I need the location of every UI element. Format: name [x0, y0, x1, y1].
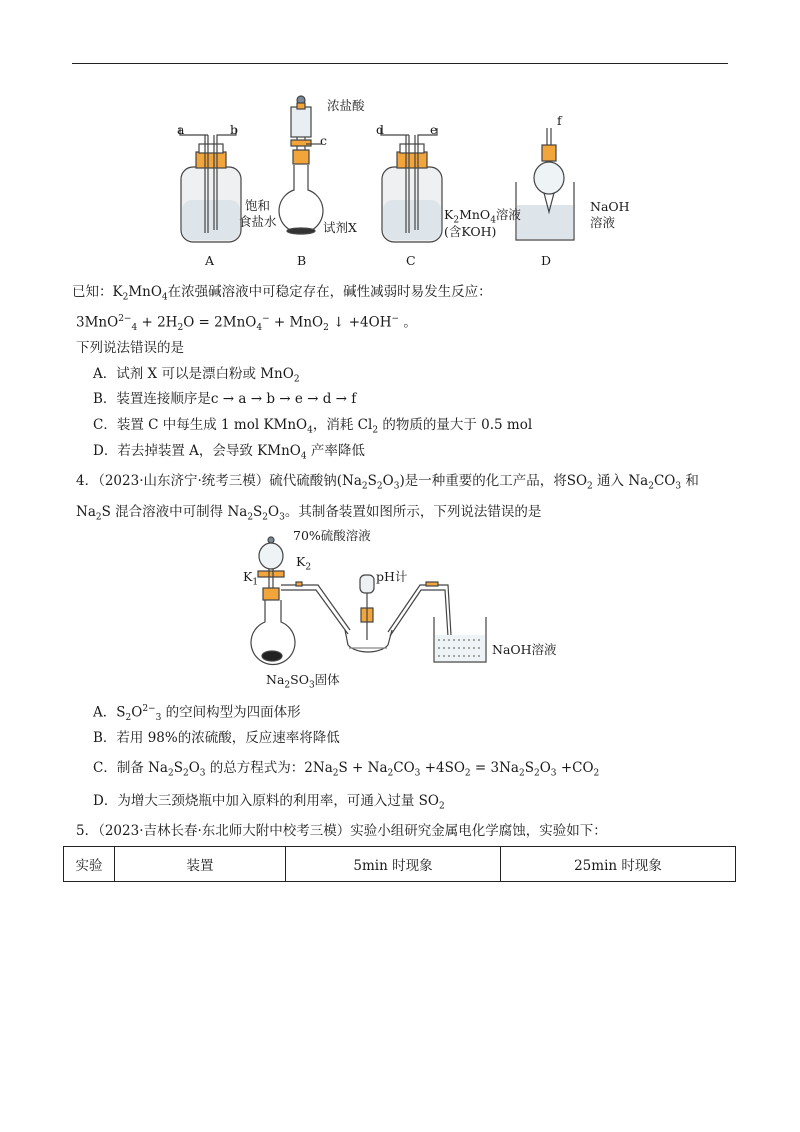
label-conc-hcl: 浓盐酸 — [327, 98, 365, 113]
label-k2mno4-solution: $K_2MnO_4$溶液 — [444, 207, 521, 226]
table-header-cell: 装置 — [115, 847, 286, 882]
label-ph-meter: pH计 — [376, 569, 408, 584]
label-naoh-solution: 溶液 — [590, 215, 616, 230]
q4-option-d: D．为增大三颈烧瓶中加入原料的利用率，可通入过量 $SO_2$ — [93, 793, 445, 812]
q3-option-a: A．试剂 X 可以是漂白粉或 MnO$_2$ — [93, 366, 300, 385]
q5-stem: 5．（2023·吉林长春·东北师大附中校考三模）实验小组研究金属电化学腐蚀，实验如下： — [76, 823, 607, 839]
label-f: f — [557, 113, 562, 128]
label-B: B — [297, 253, 307, 268]
q4-option-b: B．若用 98%的浓硫酸，反应速率将降低 — [93, 730, 340, 746]
q4-stem-line2: $Na_2S$ 混合溶液中可制得 $Na_2S_2O_3$。其制备装置如图所示，下列说法错误的是 — [76, 504, 542, 523]
q4-option-c: C．制备 $Na_2S_2O_3$ 的总方程式为：$2Na_2S + Na_2CO_3 +4SO_2 = 3Na_2S_2O_3 +CO_2$ — [93, 760, 600, 779]
three-neck-flask — [345, 575, 392, 652]
q3-option-c: C．装置 C 中每生成 1 mol KMnO$_4$，消耗 $Cl_2$ 的物质的量大于 0.5 mol — [93, 417, 533, 436]
table-header-cell: 实验 — [64, 847, 115, 882]
q3-question: 下列说法错误的是 — [76, 340, 184, 356]
label-sulfuric-acid: 70%硫酸溶液 — [293, 528, 371, 543]
label-contains-koh: (含KOH) — [444, 224, 497, 239]
q4-stem-line1: 4．（2023·山东济宁·统考三模）硫代硫酸钠$(Na_2S_2O_3)$是一种重要的化工产品，将$SO_2$ 通入 $Na_2CO_3$ 和 — [76, 473, 699, 492]
label-k2: $K_2$ — [296, 554, 312, 573]
label-k1: $K_1$ — [243, 569, 259, 588]
label-b: b — [230, 122, 239, 137]
label-c: c — [320, 133, 328, 148]
label-a: a — [177, 122, 185, 137]
q4-option-a: A．$S_2O^{2-}_3$ 的空间构型为四面体形 — [93, 704, 301, 724]
q3-equation: $3MnO^{2-}_4 + 2H_2O = 2MnO_4^- + MnO_2$ ↓ +4OH− 。 — [76, 314, 417, 334]
q3-option-d: D．若去掉装置 A，会导致 KMnO$_4$ 产率降低 — [93, 443, 365, 462]
label-e: e — [430, 122, 438, 137]
label-d: d — [376, 122, 385, 137]
label-D: D — [541, 253, 552, 268]
round-flask — [251, 588, 295, 664]
table-header-row — [64, 847, 736, 882]
label-C: C — [406, 253, 416, 268]
beaker-naoh — [434, 617, 486, 662]
label-brine: 食盐水 — [239, 214, 277, 229]
experiment-table — [63, 846, 736, 882]
q3-option-b: B．装置连接顺序是c → a → b → e → d → f — [93, 391, 357, 407]
table-header-cell: 25min 时现象 — [501, 847, 736, 882]
label-na2so3-solid: $Na_2SO_3$固体 — [266, 672, 340, 691]
label-saturated: 饱和 — [245, 198, 271, 213]
label-naoh-solution-2: NaOH溶液 — [492, 642, 557, 657]
label-naoh: NaOH — [590, 199, 630, 214]
table-header-cell: 5min 时现象 — [286, 847, 501, 882]
label-reagent-x: 试剂X — [323, 220, 357, 235]
q3-known: 已知：$K_2MnO_4$在浓强碱溶液中可稳定存在，碱性减弱时易发生反应： — [72, 284, 492, 303]
label-A: A — [205, 253, 215, 268]
